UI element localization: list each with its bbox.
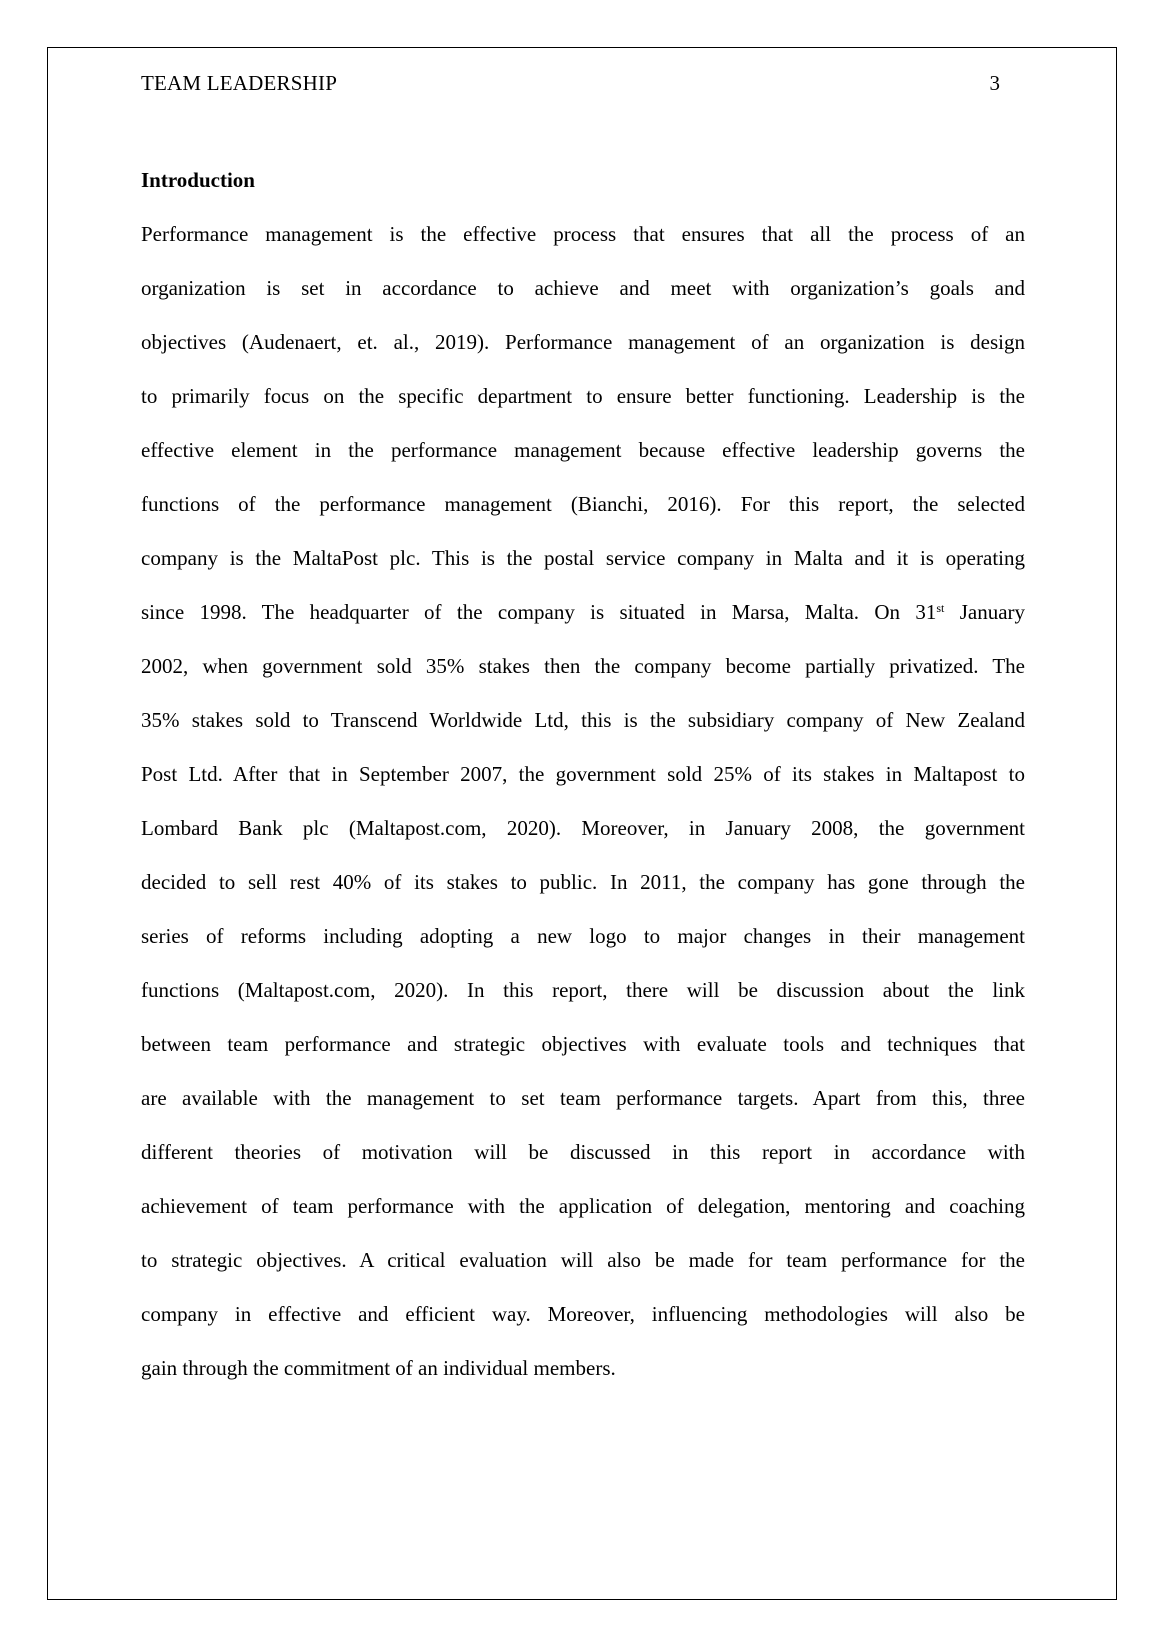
- paragraph-line: functions of the performance management (Bianchi, 2016). For this report, the selected: [141, 492, 1025, 516]
- paragraph-line: achievement of team performance with the application of delegation, mentoring and coaching: [141, 1194, 1025, 1218]
- paragraph-line: organization is set in accordance to achieve and meet with organization’s goals and: [141, 276, 1025, 300]
- paragraph-line: 35% stakes sold to Transcend Worldwide Ltd, this is the subsidiary company of New Zealand: [141, 708, 1025, 732]
- paragraph-line: decided to sell rest 40% of its stakes to public. In 2011, the company has gone through the: [141, 870, 1025, 894]
- running-head: TEAM LEADERSHIP: [141, 71, 338, 95]
- paragraph-line: company is the MaltaPost plc. This is the postal service company in Malta and it is operating: [141, 546, 1025, 570]
- paragraph-line: Lombard Bank plc (Maltapost.com, 2020). Moreover, in January 2008, the government: [141, 816, 1025, 840]
- paragraph-line: are available with the management to set team performance targets. Apart from this, three: [141, 1086, 1025, 1110]
- section-heading: Introduction: [141, 168, 255, 192]
- paragraph-line: objectives (Audenaert, et. al., 2019). Performance management of an organization is design: [141, 330, 1025, 354]
- paragraph-line: 2002, when government sold 35% stakes then the company become partially privatized. The: [141, 654, 1025, 678]
- line-text-after: January: [944, 600, 1026, 624]
- line-text-before: since 1998. The headquarter of the company is situated in Marsa, Malta. On 31: [141, 600, 937, 624]
- paragraph-line-last: gain through the commitment of an individual members.: [141, 1356, 616, 1380]
- ordinal-superscript: st: [936, 601, 945, 615]
- paragraph-line: to primarily focus on the specific department to ensure better functioning. Leadership is the: [141, 384, 1025, 408]
- paragraph-line: to strategic objectives. A critical evaluation will also be made for team performance for the: [141, 1248, 1025, 1272]
- paragraph-line: Performance management is the effective process that ensures that all the process of an: [141, 222, 1025, 246]
- page-number: 3: [989, 71, 1000, 95]
- introduction-paragraph: [141, 221, 1025, 1409]
- paragraph-line: functions (Maltapost.com, 2020). In this report, there will be discussion about the link: [141, 978, 1025, 1002]
- paragraph-line: between team performance and strategic objectives with evaluate tools and techniques that: [141, 1032, 1025, 1056]
- paragraph-line: different theories of motivation will be discussed in this report in accordance with: [141, 1140, 1025, 1164]
- paragraph-line-with-superscript: [141, 599, 1025, 653]
- paragraph-line: company in effective and efficient way. Moreover, influencing methodologies will also be: [141, 1302, 1025, 1326]
- paragraph-line: Post Ltd. After that in September 2007, the government sold 25% of its stakes in Maltapost to: [141, 762, 1025, 786]
- paragraph-line: effective element in the performance management because effective leadership governs the: [141, 438, 1025, 462]
- paragraph-line: series of reforms including adopting a new logo to major changes in their management: [141, 924, 1025, 948]
